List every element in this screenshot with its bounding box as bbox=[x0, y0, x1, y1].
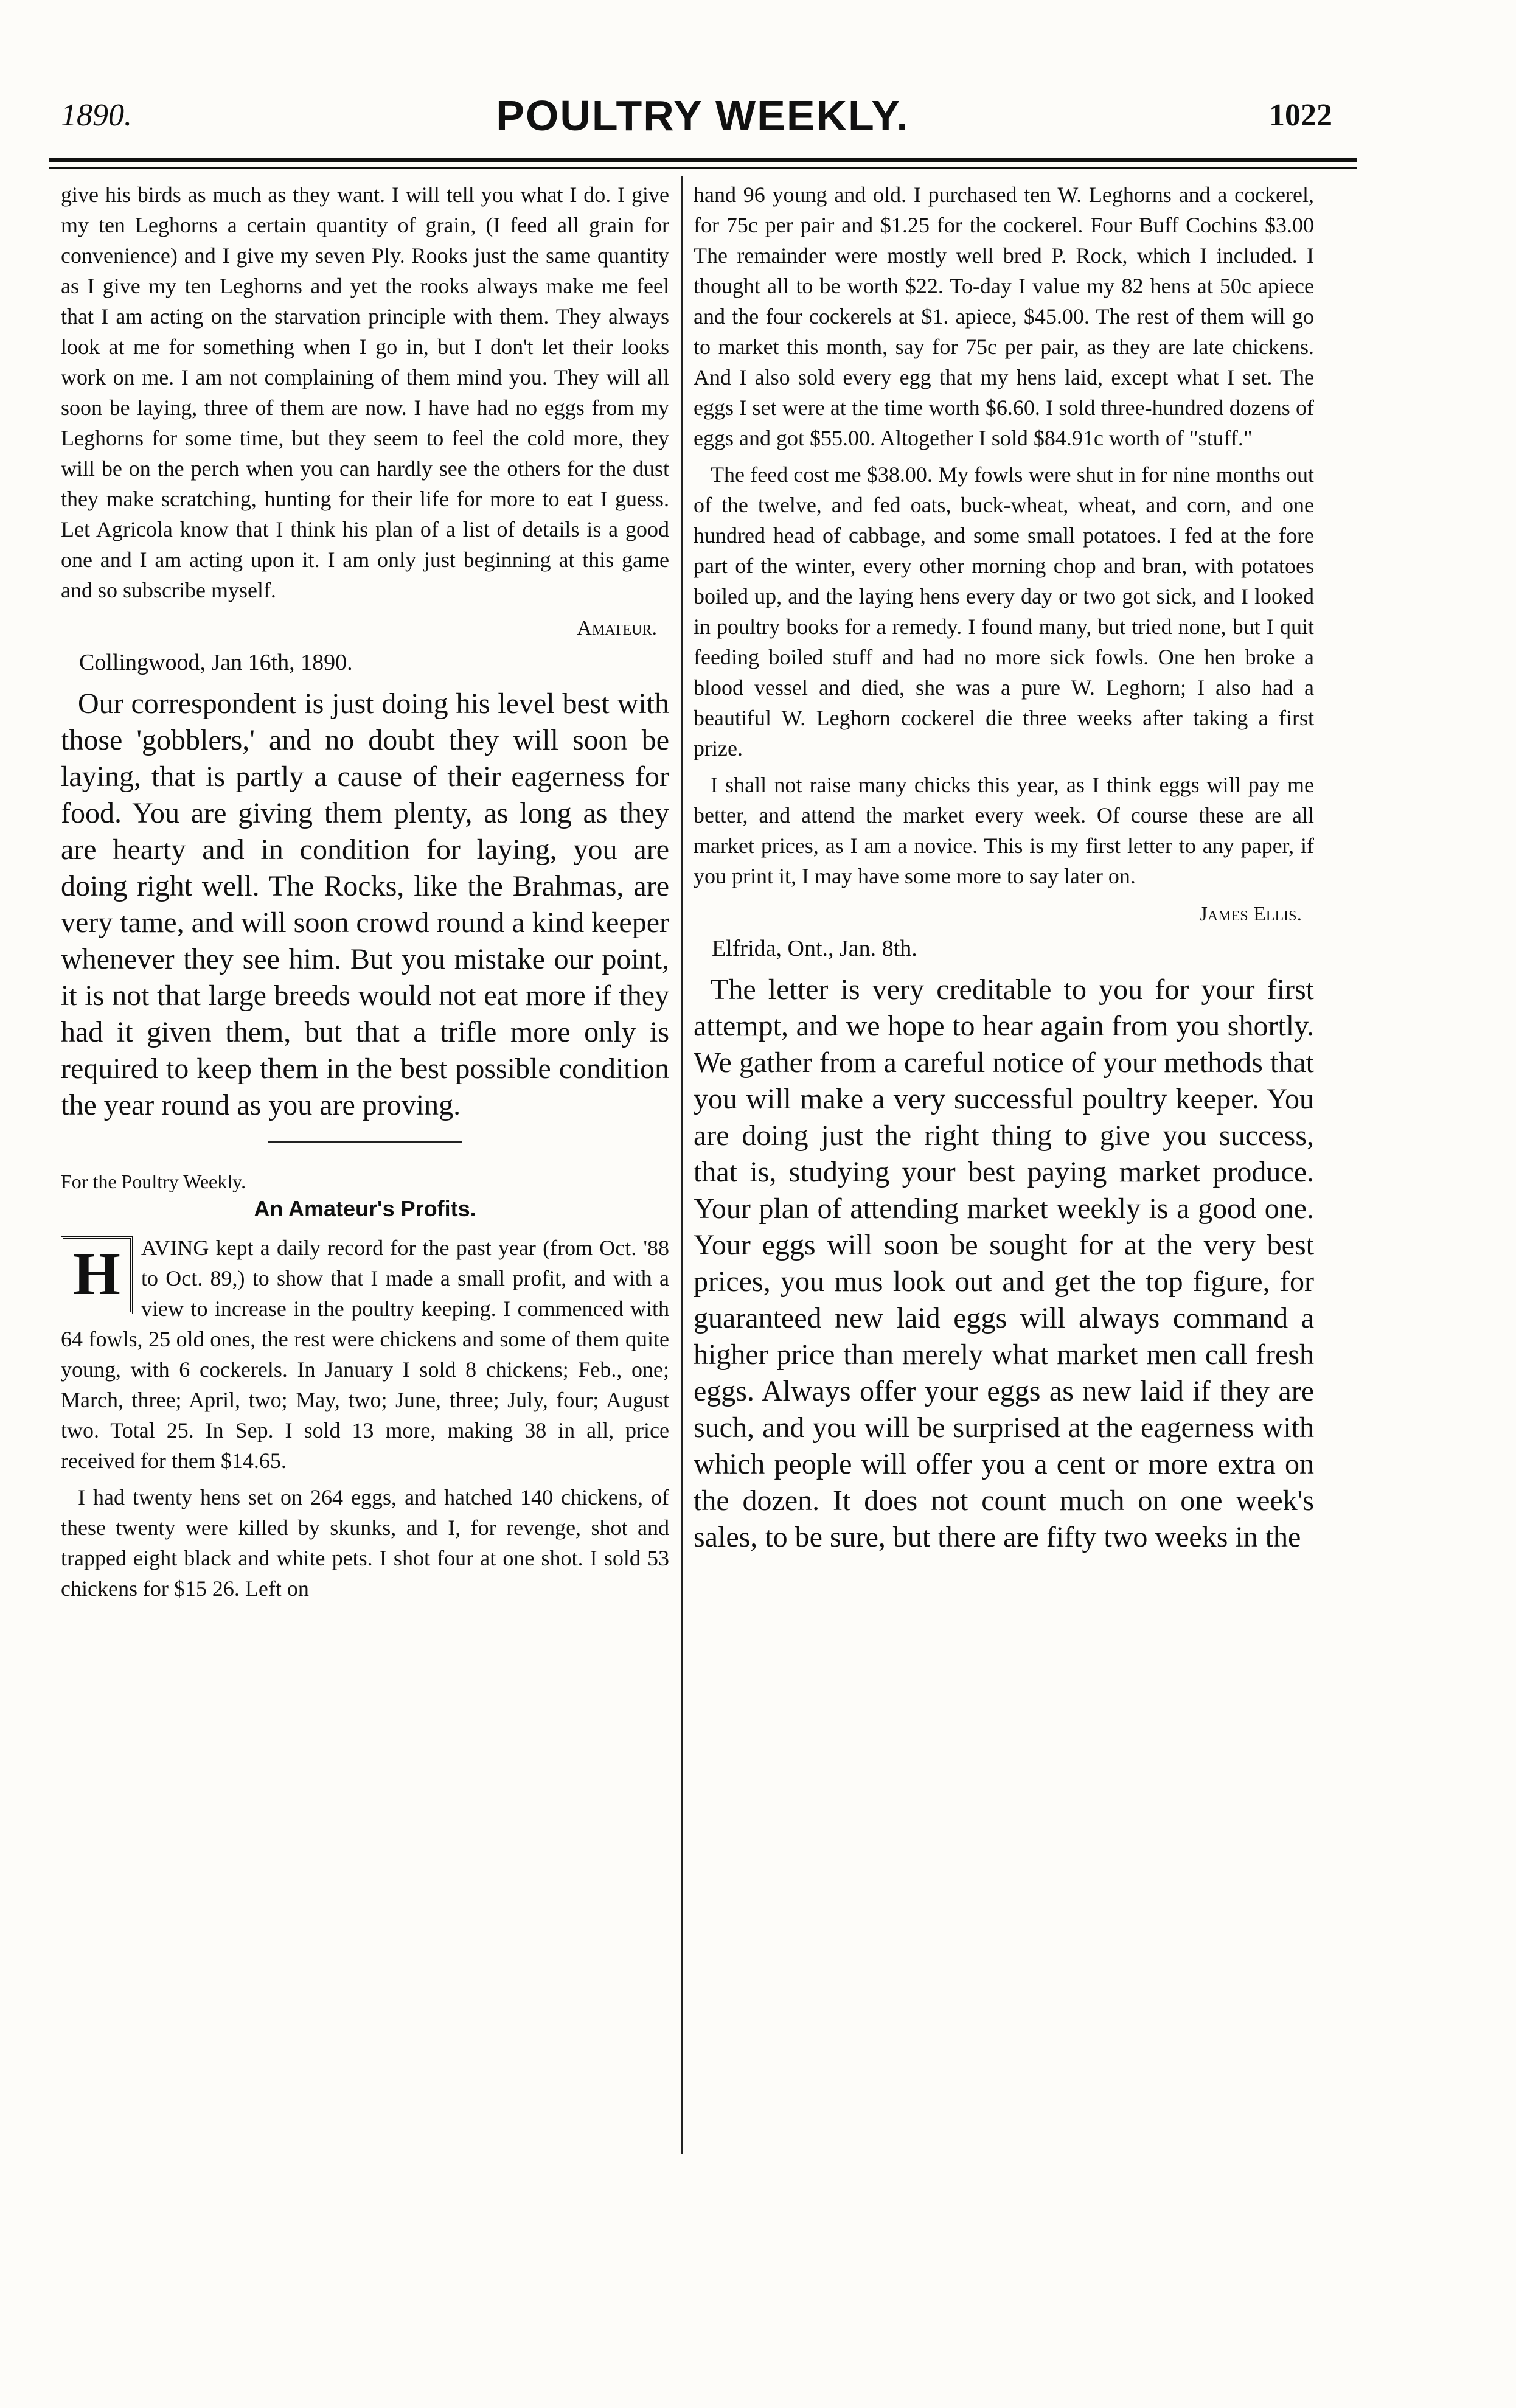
article-para-1-text: AVING kept a daily record for the past year (from Oct. '88 to Oct. 89,) to show that I made a small profit, and with a view to increase in the poultry keeping. I commenced with 64 fowls, 25 old ones, the rest were chickens and some of them quite young, with 6 cockerels. In January I sold 8 chickens; Feb., one; March, three; April, two; May, two; June, three; July, four; August two. Total 25. In Sep. I sold 13 more, making 38 in all, price received for them $14.65. bbox=[61, 1236, 669, 1473]
article-para-4: The feed cost me $38.00. My fowls were shut in for nine months out of the twelve, and fed oats, buck-wheat, wheat, and corn, and one hundred head of cabbage, and some small potatoes. I fed at the fore part of the winter, every other morning chop and bran, with potatoes boiled up, and the laying hens every day or two got sick, and I looked in poultry books for a remedy. I found many, but tried none, but I quit feeding boiled stuff and had no more sick fowls. One hen broke a blood vessel and died, she was a pure W. Leghorn; I also had a beautiful W. Leghorn cockerel die three weeks after taking a first prize. bbox=[694, 462, 1314, 760]
article-para-2: I had twenty hens set on 264 eggs, and hatched 140 chickens, of these twenty were killed by skunks, and I, for revenge, shot and trapped eight black and white pets. I shot four at one shot. I sold 53 chickens for $15 26. Left on bbox=[61, 1485, 669, 1601]
page-number: 1022 bbox=[1269, 98, 1332, 133]
masthead-title: POULTRY WEEKLY. bbox=[496, 92, 909, 139]
article-place-date: Elfrida, Ont., Jan. 8th. bbox=[712, 936, 917, 961]
masthead-year: 1890. bbox=[61, 98, 132, 133]
masthead bbox=[49, 85, 1357, 158]
article-para-3: hand 96 young and old. I purchased ten W. Leghorns and a cockerel, for 75c per pair and $1.25 for the cockerel. Four Buff Cochins $3.00 The remainder were mostly well bred P. Rock, which I included. I thought all to be worth $22. To-day I value my 82 hens at 50c apiece and the four cockerels at $1. apiece, $45.00. The rest of them will go to market this month, say for 75c per pair, as they are late chickens. And I also sold every egg that my hens laid, except what I set. The eggs I set were at the time worth $6.60. I sold three-hundred dozens of eggs and got $55.00. Altogether I sold $84.91c worth of "stuff." bbox=[694, 183, 1314, 450]
letter-continuation: give his birds as much as they want. I will tell you what I do. I give my ten Leghorns a certain quantity of grain, (I feed all grain for convenience) and I give my seven Ply. Rooks just the same quantity as I give my ten Leghorns and yet the rooks always make me feel that I am acting on the starvation principle with them. They always look at me for something when I go in, but I don't let their looks work on me. I am not complaining of them mind you. They will all soon be laying, three of them are now. I have had no eggs from my Leghorns for some time, but they seem to feel the cold more, they will be on the perch when you can hardly see the others for the dust they make scratching, hunting for their life for more to eat I guess. Let Agricola know that I think his plan of a list of details is a good one and I am acting upon it. I am only just beginning at this game and so subscribe myself. bbox=[61, 183, 669, 602]
header-rule-thin bbox=[49, 167, 1357, 169]
article-para-1 bbox=[61, 1233, 669, 1476]
letter-place-date: Collingwood, Jan 16th, 1890. bbox=[79, 650, 353, 675]
newspaper-page bbox=[49, 73, 1357, 2354]
letter-signature: Amateur. bbox=[577, 617, 657, 639]
article-para-5: I shall not raise many chicks this year, as I think eggs will pay me better, and attend the market every week. Of course these are all market prices, as I am a novice. This is my first letter to any paper, if you print it, I may have some more to say later on. bbox=[694, 773, 1314, 888]
for-line: For the Poultry Weekly. bbox=[61, 1171, 246, 1192]
article-title: An Amateur's Profits. bbox=[254, 1196, 476, 1221]
header-rule-thick bbox=[49, 158, 1357, 162]
editor-reply: Our correspondent is just doing his level best with those 'gobblers,' and no doubt they will soon be laying, that is partly a cause of their eagerness for food. You are giving them plenty, as long as they are hearty and in condition for laying, you are doing right well. The Rocks, like the Brahmas, are very tame, and will soon crowd round a kind keeper whenever they see him. But you mistake our point, it is not that large breeds would not eat more if they had it given them, but that a trifle more only is required to keep them in the best possible condition the year round as you are proving. bbox=[61, 687, 669, 1121]
column-divider bbox=[681, 176, 683, 2154]
article-signature: James Ellis. bbox=[1199, 903, 1302, 925]
drop-cap: H bbox=[61, 1236, 133, 1314]
section-separator bbox=[268, 1141, 462, 1143]
editor-reply-2: The letter is very creditable to you for your first attempt, and we hope to hear again from you shortly. We gather from a careful notice of your methods that you will make a very successful poultry keeper. You are doing just the right thing to give you success, that is, studying your best paying market produce. Your plan of attending market weekly is a good one. Your eggs will soon be sought for at the very best prices, you mus look out and get the top figure, for guaranteed new laid eggs will always command a higher price than merely what market men call fresh eggs. Always offer your eggs as new laid if they are such, and you will be surprised at the eagerness with which people will offer you a cent or more extra on the dozen. It does not count much on one week's sales, to be sure, but there are fifty two weeks in the bbox=[694, 973, 1314, 1553]
right-column bbox=[694, 179, 1314, 1562]
left-column bbox=[61, 179, 669, 1610]
